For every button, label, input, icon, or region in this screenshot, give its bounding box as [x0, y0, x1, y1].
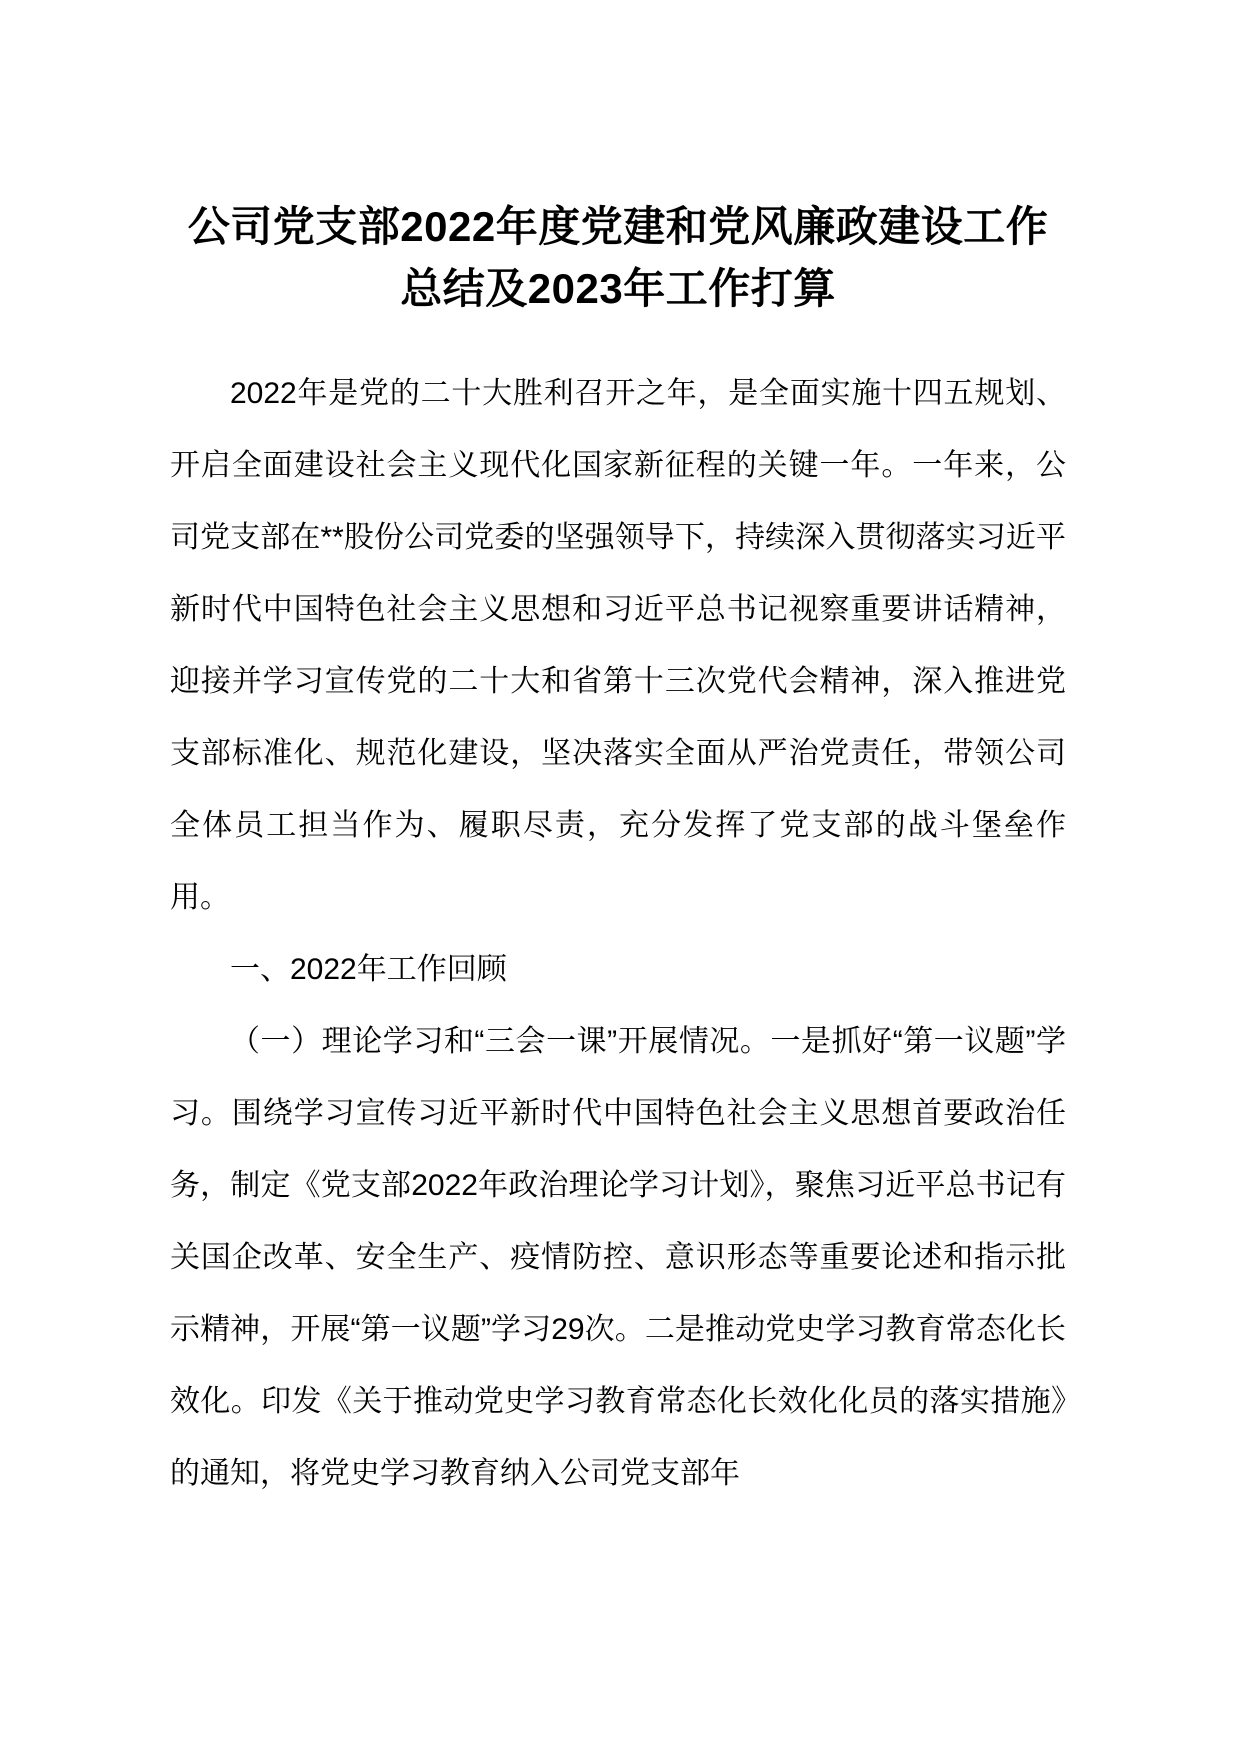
- paragraph-subsection-one: （一）理论学习和“三会一课”开展情况。一是抓好“第一议题”学习。围绕学习宣传习近平新时代中国特色社会主义思想首要政治任务，制定《党支部2022年政治理论学习计划》，聚焦习近平总书记有关国企改革、安全生产、疫情防控、意识形态等重要论述和指示批示精神，开展“第一议题”学习29次。二是推动党史学习教育常态化长效化。印发《关于推动党史学习教育常态化长效化化员的落实措施》的通知，将党史学习教育纳入公司党支部年: [170, 1025, 1066, 1490]
- paragraph-intro: 2022年是党的二十大胜利召开之年，是全面实施十四五规划、开启全面建设社会主义现代化国家新征程的关键一年。一年来，公司党支部在**股份公司党委的坚强领导下，持续深入贯彻落实习近平新时代中国特色社会主义思想和习近平总书记视察重要讲话精神，迎接并学习宣传党的二十大和省第十三次党代会精神，深入推进党支部标准化、规范化建设，坚决落实全面从严治党责任，带领公司全体员工担当作为、履职尽责，充分发挥了党支部的战斗堡垒作用。: [170, 377, 1066, 914]
- section-heading-one: 一、2022年工作回顾: [230, 953, 507, 986]
- page-title-line-2: 工作总结及2023年工作打算: [400, 203, 1049, 312]
- page-title: [170, 0, 1066, 320]
- page-title-line-1: 公司党支部2022年度党建和党风廉政建设: [187, 203, 964, 250]
- document-content: [170, 0, 1066, 1510]
- document-body: [170, 358, 1066, 1510]
